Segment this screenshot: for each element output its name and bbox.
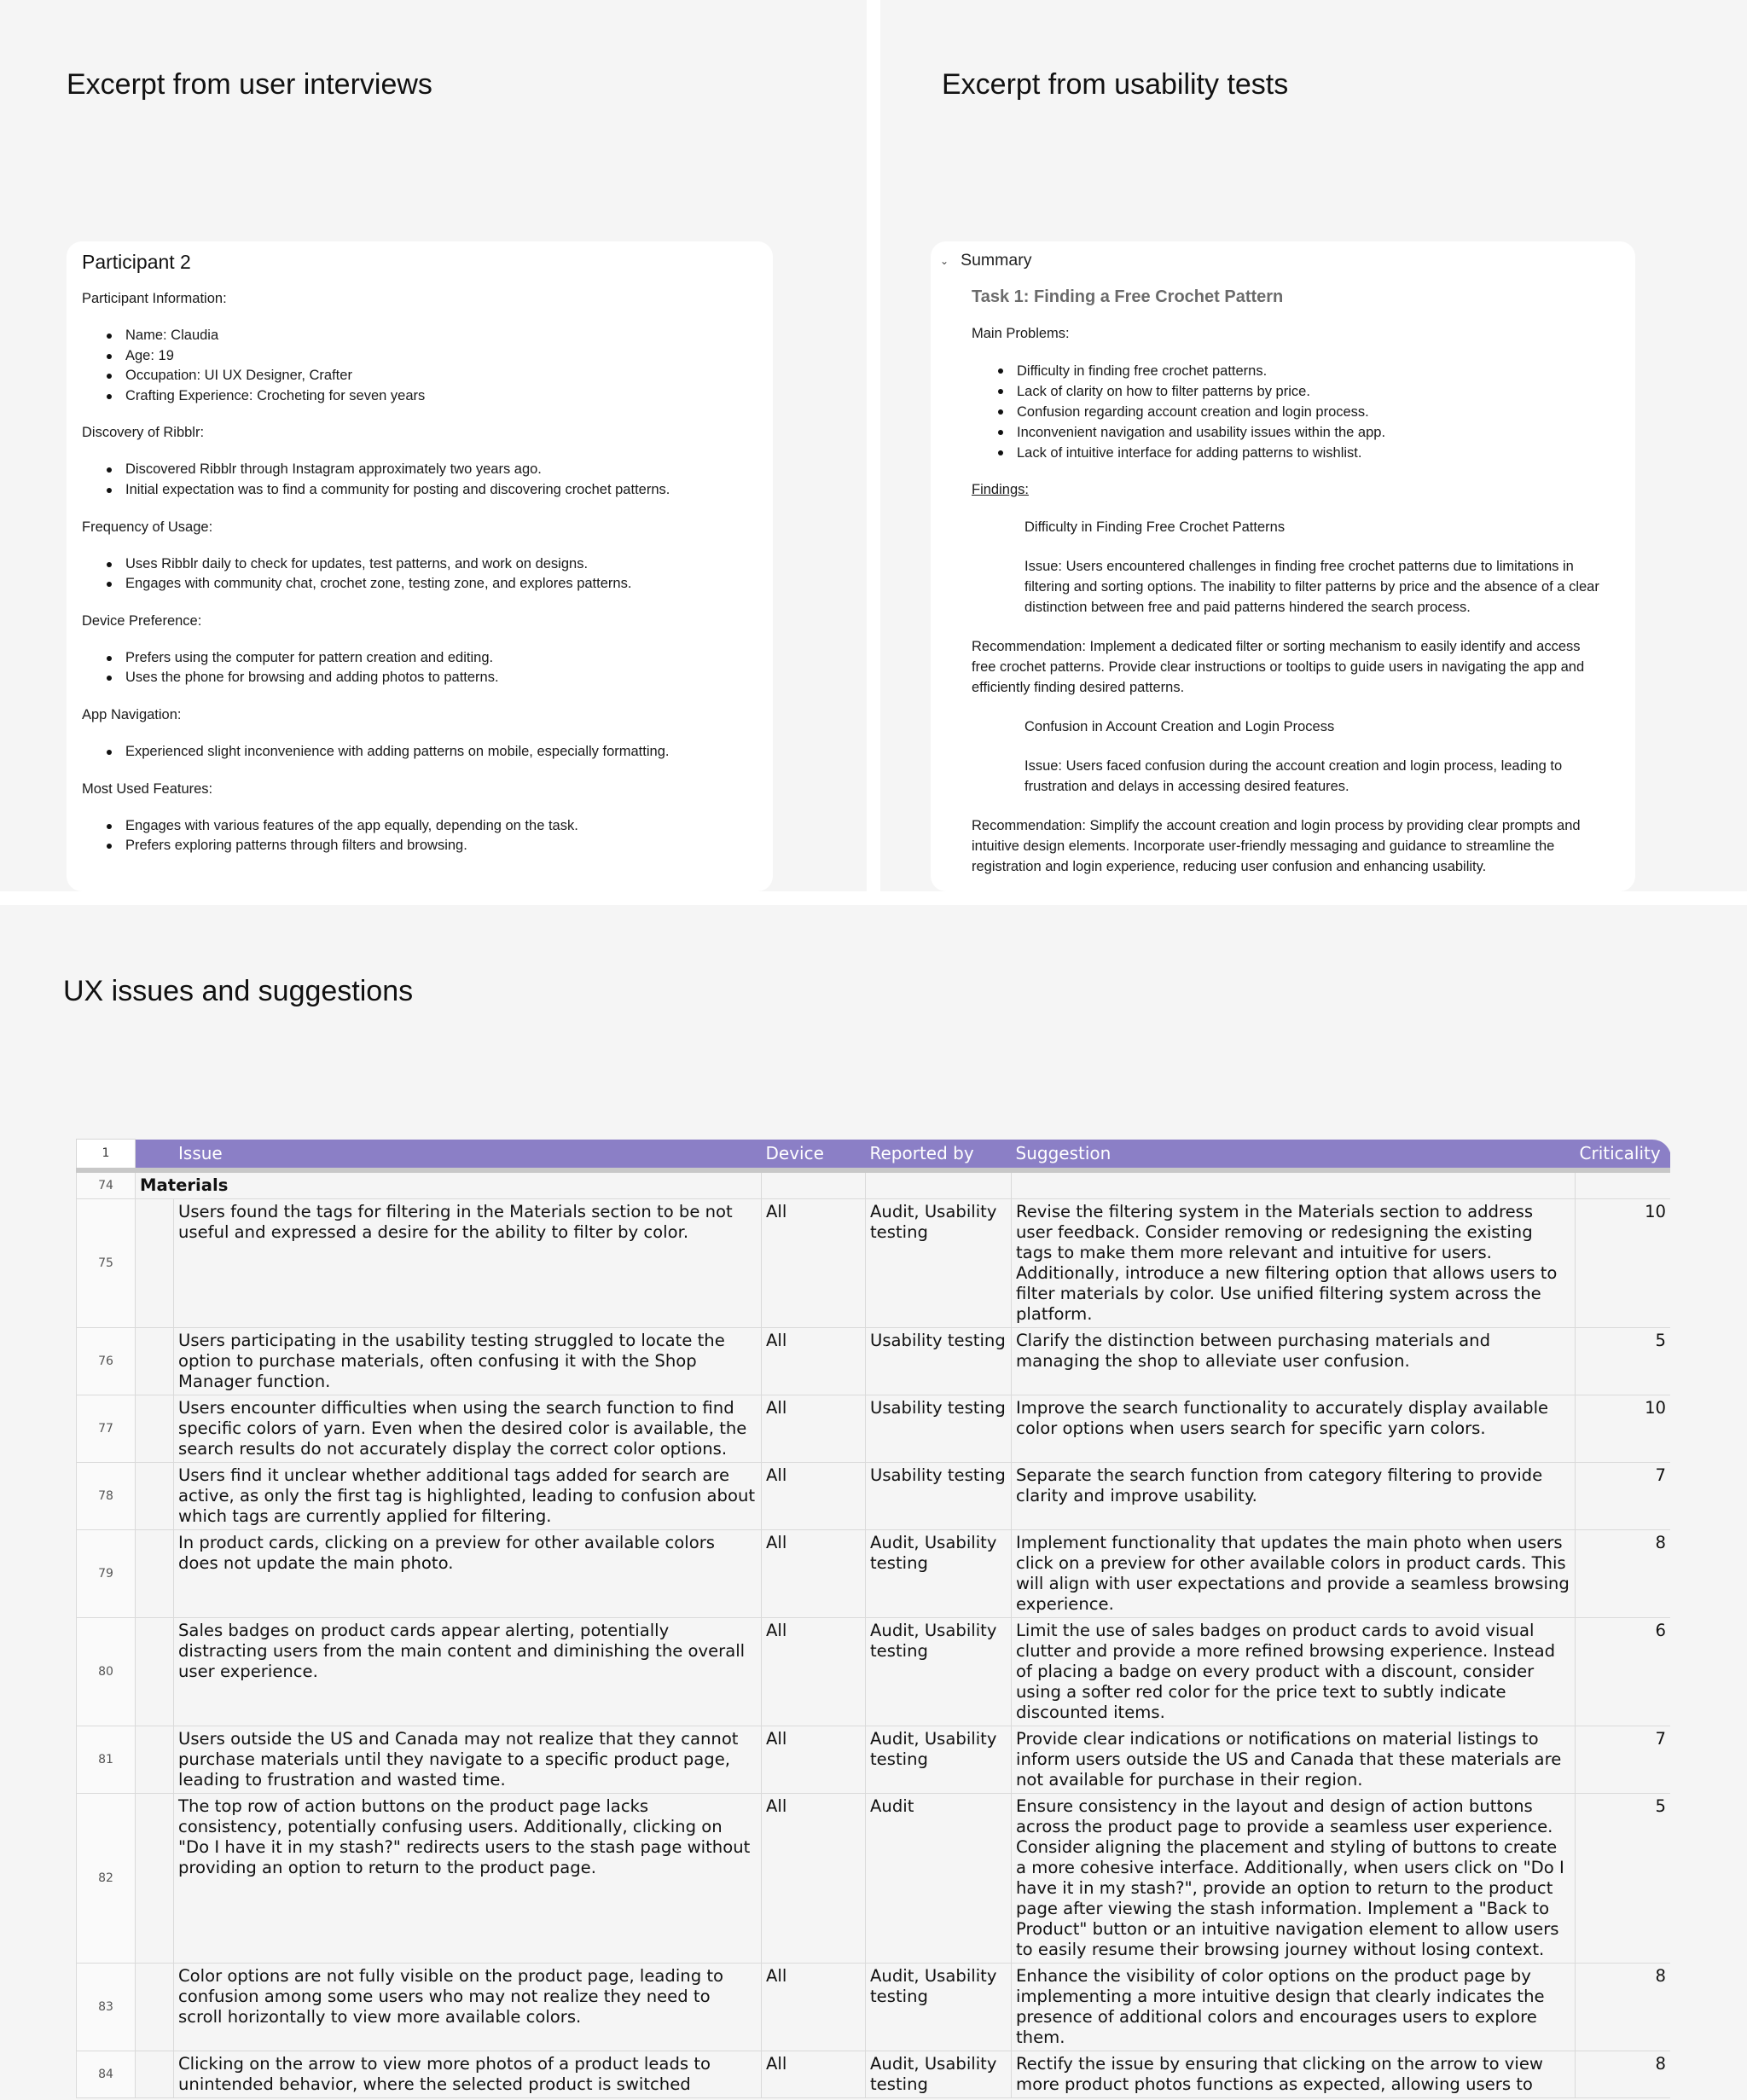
row-number-header[interactable]: 1: [77, 1140, 136, 1170]
section-title[interactable]: Materials: [136, 1170, 762, 1199]
reported-by-column-header[interactable]: Reported by: [866, 1140, 1012, 1170]
issue-cell[interactable]: Users found the tags for filtering in the Materials section to be not useful and expressed a desire for the ability to filter by color.: [174, 1198, 762, 1327]
main-problems-label: Main Problems:: [972, 326, 1070, 341]
criticality-column-header[interactable]: Criticality: [1576, 1140, 1671, 1170]
list-item: Prefers exploring patterns through filters and browsing.: [82, 836, 757, 856]
table-row: [77, 1462, 1671, 1529]
main-problems-list: [972, 361, 1603, 463]
device-cell[interactable]: All: [762, 1327, 866, 1395]
list-item: Engages with various features of the app equally, depending on the task.: [82, 816, 757, 837]
criticality-cell[interactable]: 5: [1576, 1793, 1671, 1963]
chevron-down-icon[interactable]: ⌄: [940, 254, 949, 267]
problem-item: Inconvenient navigation and usability issues within the app.: [972, 422, 1603, 443]
blank-cell[interactable]: [136, 1198, 174, 1327]
row-number[interactable]: 82: [77, 1793, 136, 1963]
table-row: [77, 1726, 1671, 1793]
participant-title: Participant 2: [82, 251, 191, 273]
finding-2-title: Confusion in Account Creation and Login Process: [1024, 719, 1335, 734]
table-row: [77, 1198, 1671, 1327]
empty-cell[interactable]: [762, 1170, 866, 1199]
empty-cell[interactable]: [1576, 1170, 1671, 1199]
issue-cell[interactable]: Users outside the US and Canada may not realize that they cannot purchase materials until they navigate to a specific product page, leading to frustration and wasted time.: [174, 1726, 762, 1793]
row-number[interactable]: 81: [77, 1726, 136, 1793]
issue-cell[interactable]: Users participating in the usability testing struggled to locate the option to purchase materials, often confusing it with the Shop Manager function.: [174, 1327, 762, 1395]
section-heading: Participant Information:: [82, 291, 227, 306]
criticality-cell[interactable]: 8: [1576, 1529, 1671, 1617]
suggestion-cell[interactable]: Clarify the distinction between purchasing materials and managing the shop to alleviate user confusion.: [1012, 1327, 1576, 1395]
table-row: [77, 1395, 1671, 1462]
row-number[interactable]: 74: [77, 1170, 136, 1199]
finding-2-recommendation: Recommendation: Simplify the account creation and login process by providing clear prompts and intuitive design elements. Incorporate user-friendly messaging and guidance to streamline the registration and login experience, reducing user confusion and enhancing usability.: [972, 818, 1581, 874]
list-item: Discovered Ribblr through Instagram approximately two years ago.: [82, 460, 757, 480]
device-cell[interactable]: All: [762, 1395, 866, 1462]
section-list: [82, 742, 757, 763]
usability-panel: [880, 0, 1747, 891]
reported-by-cell[interactable]: Audit, Usability testing: [866, 1963, 1012, 2051]
empty-cell[interactable]: [1012, 1170, 1576, 1199]
problem-item: Lack of clarity on how to filter patterns by price.: [972, 381, 1603, 402]
reported-by-cell[interactable]: Audit: [866, 1793, 1012, 1963]
row-number[interactable]: 75: [77, 1198, 136, 1327]
section-list: [82, 326, 757, 406]
table-row: [77, 1617, 1671, 1726]
issues-panel-title: UX issues and suggestions: [63, 975, 414, 1007]
problem-item: Difficulty in finding free crochet patterns.: [972, 361, 1603, 381]
reported-by-cell[interactable]: Usability testing: [866, 1327, 1012, 1395]
finding-1-issue: Issue: Users encountered challenges in finding free crochet patterns due to limitations in filtering and sorting options. The inability to filter patterns by price and the absence of a clear distinction between free and paid patterns hindered the search process.: [1024, 559, 1599, 615]
table-row: [77, 1327, 1671, 1395]
device-column-header[interactable]: Device: [762, 1140, 866, 1170]
suggestion-cell[interactable]: Rectify the issue by ensuring that clicking on the arrow to view more product photos functions as expected, allowing users to: [1012, 2051, 1576, 2097]
section-heading: Device Preference:: [82, 612, 202, 629]
suggestion-cell[interactable]: Enhance the visibility of color options on the product page by implementing a more intuitive design that clearly indicates the presence of additional colors and encourages users to explore them.: [1012, 1963, 1576, 2051]
suggestion-cell[interactable]: Limit the use of sales badges on product cards to avoid visual clutter and provide a more refined browsing experience. Instead of placing a badge on every product with a discount, consider using a softer red color for the price text to subtly indicate discounted items.: [1012, 1617, 1576, 1726]
issues-table-wrap: [76, 1139, 1670, 2100]
criticality-cell[interactable]: 7: [1576, 1726, 1671, 1793]
summary-label: Summary: [961, 251, 1032, 270]
blank-cell[interactable]: [136, 1793, 174, 1963]
criticality-cell[interactable]: 8: [1576, 1963, 1671, 2051]
criticality-cell[interactable]: 5: [1576, 1327, 1671, 1395]
suggestion-cell[interactable]: Implement functionality that updates the main photo when users click on a preview for other available colors in product cards. This will align with user expectations and provide a seamless browsing experience.: [1012, 1529, 1576, 1617]
criticality-cell[interactable]: 7: [1576, 1462, 1671, 1529]
section-list: [82, 460, 757, 500]
device-cell[interactable]: All: [762, 2051, 866, 2097]
issue-cell[interactable]: Sales badges on product cards appear alerting, potentially distracting users from the main content and diminishing the overall user experience.: [174, 1617, 762, 1726]
list-item: Experienced slight inconvenience with adding patterns on mobile, especially formatting.: [82, 742, 757, 763]
device-cell[interactable]: All: [762, 1198, 866, 1327]
device-cell[interactable]: All: [762, 1963, 866, 2051]
reported-by-cell[interactable]: Audit, Usability testing: [866, 1617, 1012, 1726]
list-item: Prefers using the computer for pattern creation and editing.: [82, 648, 757, 669]
blank-cell[interactable]: [136, 1529, 174, 1617]
table-row: [77, 1529, 1671, 1617]
empty-cell[interactable]: [866, 1170, 1012, 1199]
summary-card: [931, 241, 1635, 891]
blank-cell[interactable]: [136, 1617, 174, 1726]
row-number[interactable]: 77: [77, 1395, 136, 1462]
list-item: Initial expectation was to find a community for posting and discovering crochet patterns.: [82, 480, 757, 501]
participant-sections: [82, 291, 757, 856]
table-row: [77, 1793, 1671, 1963]
list-item: Name: Claudia: [82, 326, 757, 346]
problem-item: Confusion regarding account creation and login process.: [972, 402, 1603, 422]
finding-1-title: Difficulty in Finding Free Crochet Patterns: [1024, 519, 1286, 535]
list-item: Occupation: UI UX Designer, Crafter: [82, 366, 757, 386]
issue-cell[interactable]: In product cards, clicking on a preview for other available colors does not update the main photo.: [174, 1529, 762, 1617]
issue-cell[interactable]: Users encounter difficulties when using the search function to find specific colors of yarn. Even when the desired color is available, the search results do not accurately display the correct color options.: [174, 1395, 762, 1462]
issue-cell[interactable]: Color options are not fully visible on the product page, leading to confusion among some users who may not realize they need to scroll horizontally to view more available colors.: [174, 1963, 762, 2051]
reported-by-cell[interactable]: Audit, Usability testing: [866, 2051, 1012, 2097]
reported-by-cell[interactable]: Audit, Usability testing: [866, 1529, 1012, 1617]
device-cell[interactable]: All: [762, 1793, 866, 1963]
table-row: [77, 1963, 1671, 2051]
blank-cell[interactable]: [136, 1462, 174, 1529]
criticality-cell[interactable]: 10: [1576, 1198, 1671, 1327]
finding-2-issue: Issue: Users faced confusion during the account creation and login process, leading to frustration and delays in accessing desired features.: [1024, 758, 1563, 794]
section-heading: App Navigation:: [82, 706, 182, 722]
blank-cell[interactable]: [136, 1327, 174, 1395]
blank-cell[interactable]: [136, 1726, 174, 1793]
section-heading: Frequency of Usage:: [82, 519, 213, 535]
row-number[interactable]: 80: [77, 1617, 136, 1726]
list-item: Age: 19: [82, 346, 757, 367]
row-number[interactable]: 84: [77, 2051, 136, 2097]
list-item: Engages with community chat, crochet zone, testing zone, and explores patterns.: [82, 574, 757, 595]
interviews-panel: [0, 0, 867, 891]
blank-cell[interactable]: [136, 2051, 174, 2097]
suggestion-cell[interactable]: Ensure consistency in the layout and design of action buttons across the product page to provide a seamless user experience. Consider aligning the placement and styling of buttons to create a more cohesive interface. Additionally, when users click on "Do I have it in my stash?", provide an option to return to the product page after viewing the stash information. Implement a "Back to Product" button or an intuitive navigation element to allow users to easily resume their browsing journey without losing context.: [1012, 1793, 1576, 1963]
issue-column-header[interactable]: Issue: [136, 1140, 762, 1170]
section-list: [82, 648, 757, 688]
reported-by-cell[interactable]: Usability testing: [866, 1462, 1012, 1529]
summary-toggle[interactable]: [940, 251, 1635, 270]
findings-label: Findings:: [972, 482, 1029, 497]
list-item: Uses Ribblr daily to check for updates, test patterns, and work on designs.: [82, 554, 757, 575]
row-number[interactable]: 83: [77, 1963, 136, 2051]
section-row: [77, 1170, 1671, 1199]
finding-1-recommendation: Recommendation: Implement a dedicated filter or sorting mechanism to easily identify and access free crochet patterns. Provide clear instructions or tooltips to guide users in navigating the app and efficiently finding desired patterns.: [972, 639, 1585, 695]
section-heading: Most Used Features:: [82, 780, 213, 797]
row-number[interactable]: 79: [77, 1529, 136, 1617]
device-cell[interactable]: All: [762, 1617, 866, 1726]
blank-cell[interactable]: [136, 1963, 174, 2051]
criticality-cell[interactable]: 8: [1576, 2051, 1671, 2097]
suggestion-cell[interactable]: Provide clear indications or notifications on material listings to inform users outside the US and Canada that these materials are not available for purchase in their region.: [1012, 1726, 1576, 1793]
participant-card: [67, 241, 773, 891]
suggestion-cell[interactable]: Improve the search functionality to accurately display available color options when users search for specific yarn colors.: [1012, 1395, 1576, 1462]
usability-panel-title: Excerpt from usability tests: [942, 68, 1289, 101]
criticality-cell[interactable]: 10: [1576, 1395, 1671, 1462]
reported-by-cell[interactable]: Audit, Usability testing: [866, 1726, 1012, 1793]
issues-table: [76, 1139, 1670, 2098]
suggestion-cell[interactable]: Revise the filtering system in the Materials section to address user feedback. Consider removing or redesigning the existing tags to make them more relevant and intuitive for users. Additionally, introduce a new filtering option that allows users to filter materials by color. Use unified filtering system across the platform.: [1012, 1198, 1576, 1327]
section-heading: Discovery of Ribblr:: [82, 425, 205, 441]
list-item: Crafting Experience: Crocheting for seven years: [82, 386, 757, 407]
issue-cell[interactable]: Users find it unclear whether additional tags added for search are active, as only the first tag is highlighted, leading to confusion about which tags are currently applied for filtering.: [174, 1462, 762, 1529]
problem-item: Lack of intuitive interface for adding patterns to wishlist.: [972, 443, 1603, 463]
row-number[interactable]: 76: [77, 1327, 136, 1395]
section-list: [82, 816, 757, 856]
row-number[interactable]: 78: [77, 1462, 136, 1529]
list-item: Uses the phone for browsing and adding photos to patterns.: [82, 668, 757, 688]
device-cell[interactable]: All: [762, 1726, 866, 1793]
suggestion-cell[interactable]: Separate the search function from category filtering to provide clarity and improve usability.: [1012, 1462, 1576, 1529]
table-header-row: [77, 1140, 1671, 1170]
issue-cell[interactable]: The top row of action buttons on the product page lacks consistency, potentially confusing users. Additionally, clicking on "Do I have it in my stash?" redirects users to the stash page without providing an option to return to the product page.: [174, 1793, 762, 1963]
issue-cell[interactable]: Clicking on the arrow to view more photos of a product leads to unintended behavior, where the selected product is switched: [174, 2051, 762, 2097]
reported-by-cell[interactable]: Usability testing: [866, 1395, 1012, 1462]
suggestion-column-header[interactable]: Suggestion: [1012, 1140, 1576, 1170]
blank-cell[interactable]: [136, 1395, 174, 1462]
device-cell[interactable]: All: [762, 1529, 866, 1617]
interviews-panel-title: Excerpt from user interviews: [67, 68, 432, 101]
device-cell[interactable]: All: [762, 1462, 866, 1529]
section-list: [82, 554, 757, 595]
task-title: Task 1: Finding a Free Crochet Pattern: [972, 287, 1284, 306]
reported-by-cell[interactable]: Audit, Usability testing: [866, 1198, 1012, 1327]
table-row: [77, 2051, 1671, 2097]
criticality-cell[interactable]: 6: [1576, 1617, 1671, 1726]
